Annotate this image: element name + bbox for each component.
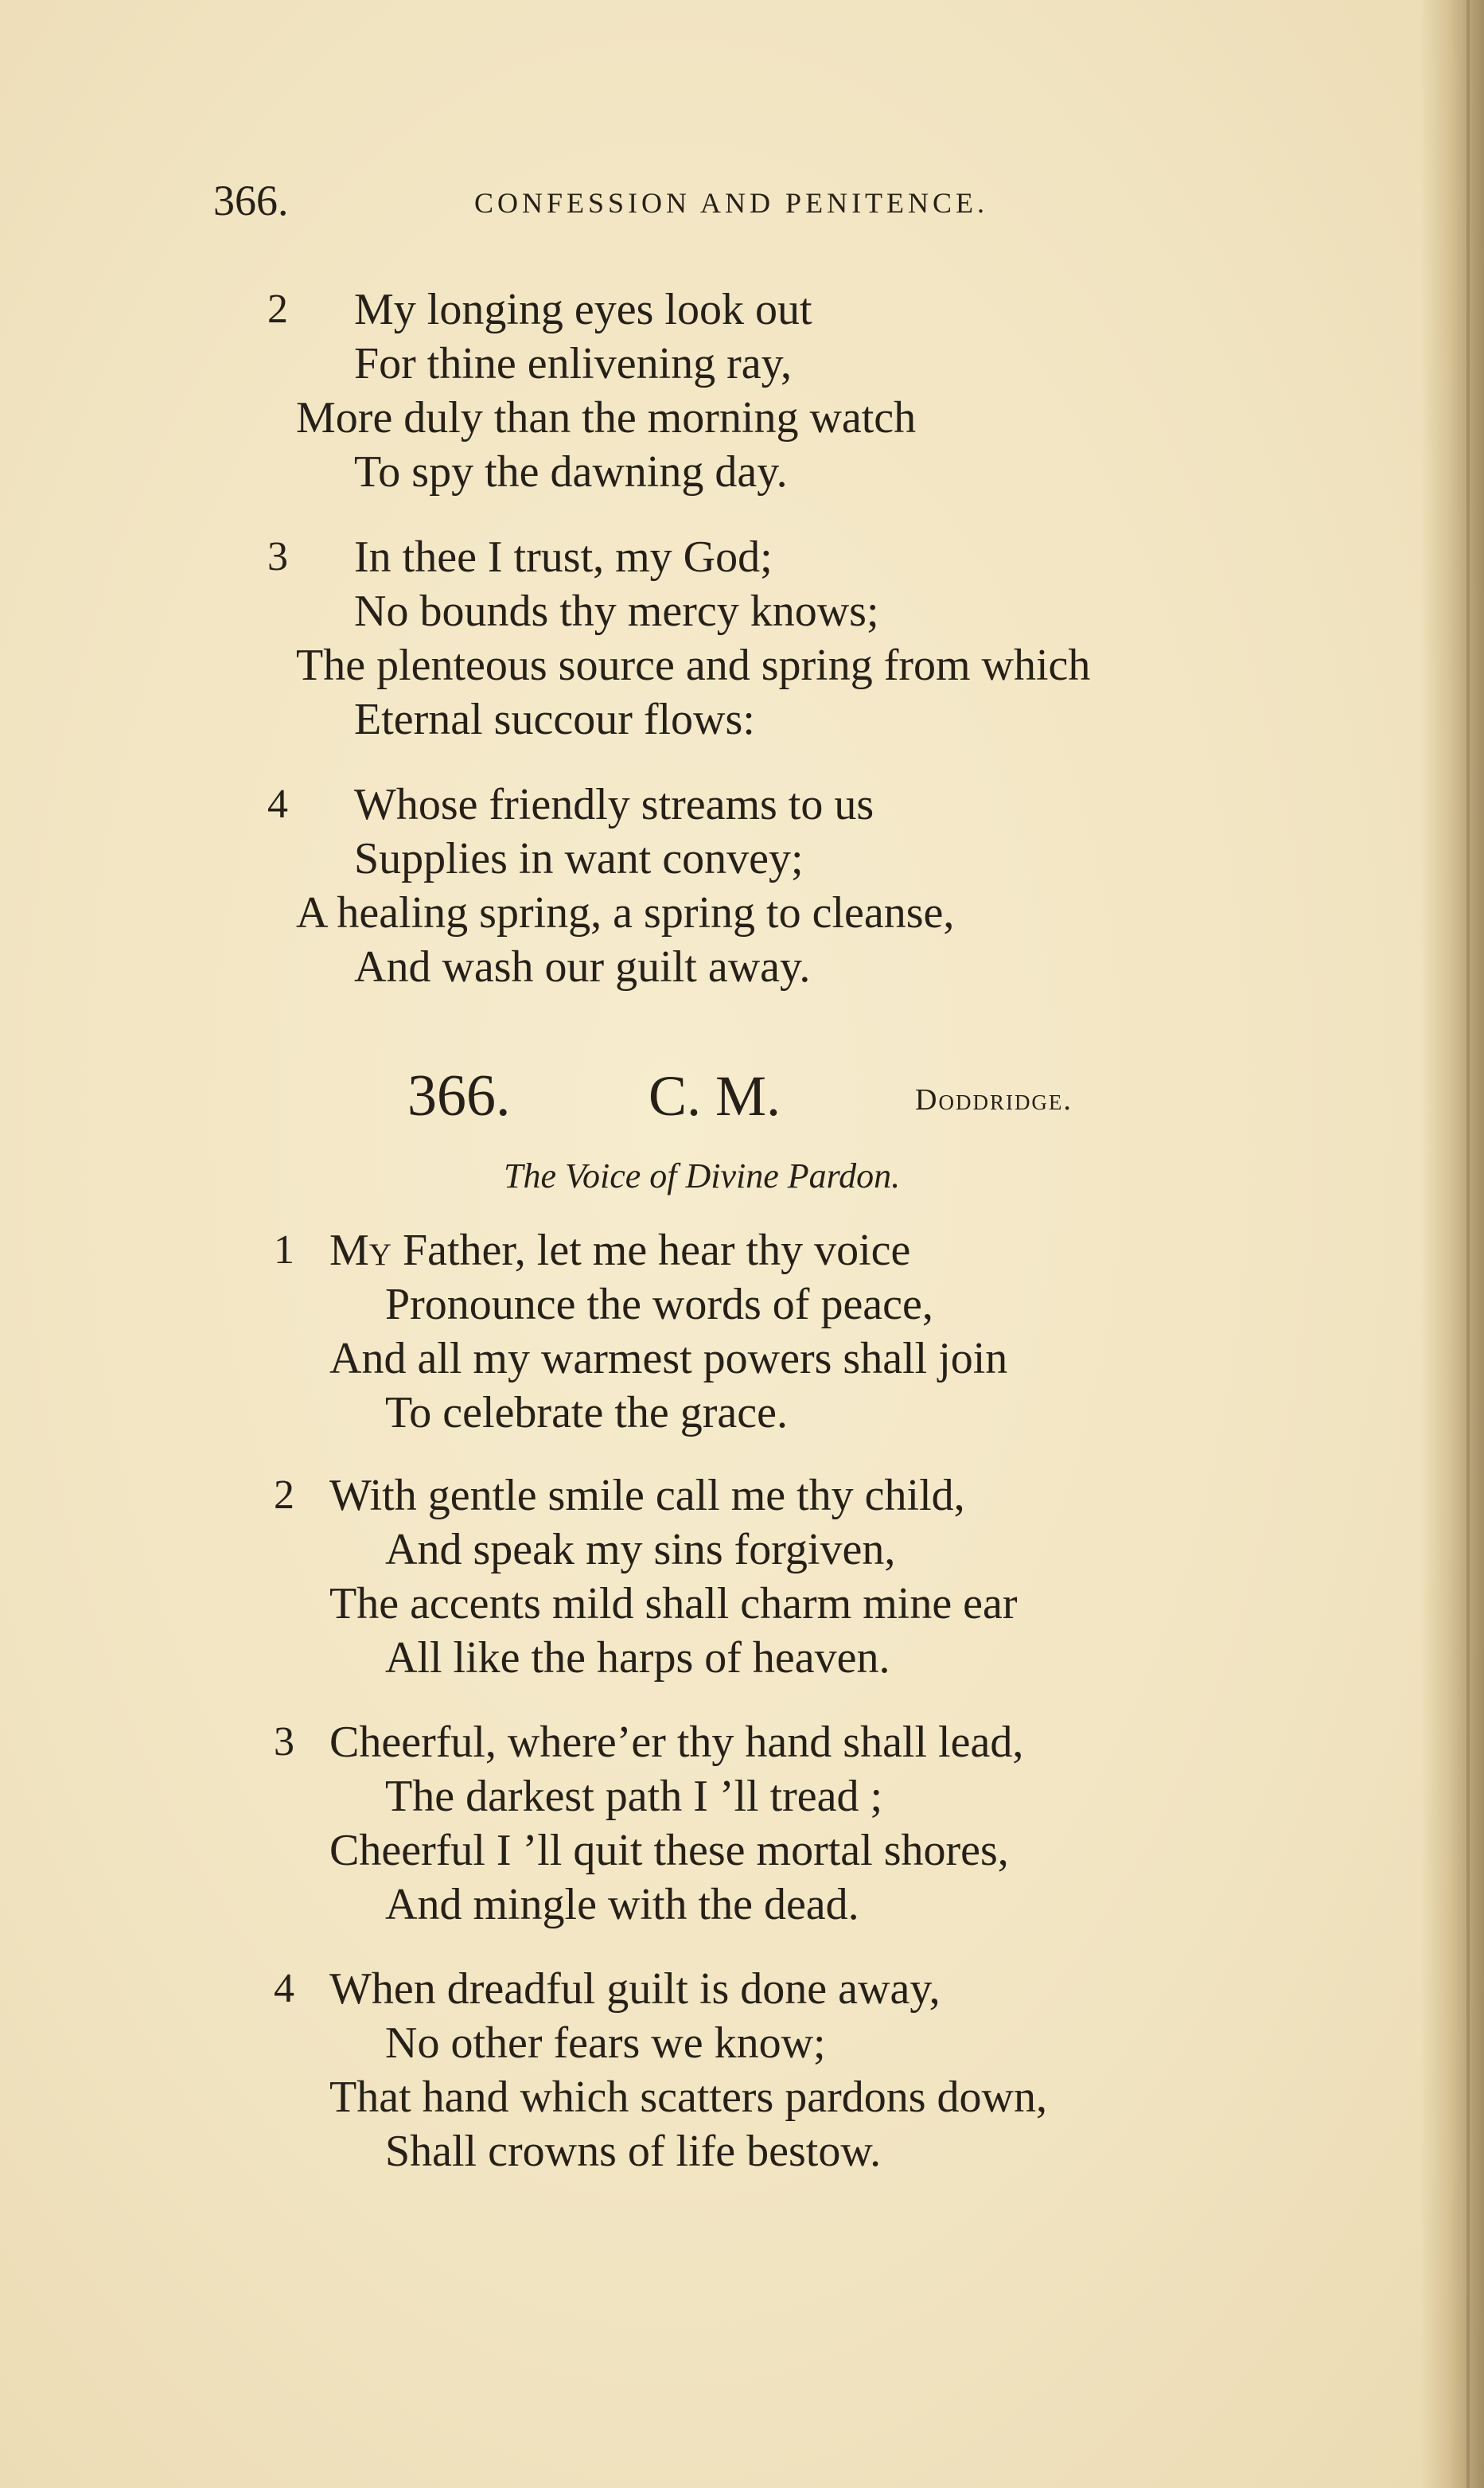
stanza-number: 1	[274, 1227, 294, 1273]
verse-line: That hand which scatters pardons down,	[329, 2073, 1047, 2122]
stanza-number: 2	[267, 287, 288, 332]
running-title: CONFESSION AND PENITENCE.	[474, 187, 989, 219]
stanza-number: 4	[267, 782, 288, 827]
verse-line: Supplies in want convey;	[354, 834, 804, 883]
verse-line: When dreadful guilt is done away,	[329, 1964, 941, 2014]
hymn-author: Doddridge.	[915, 1083, 1073, 1117]
verse-line: And all my warmest powers shall join	[329, 1334, 1008, 1383]
hymn-meter: C. M.	[649, 1064, 781, 1128]
verse-line: And mingle with the dead.	[385, 1880, 859, 1929]
verse-line: Pronounce the words of peace,	[385, 1280, 933, 1329]
drop-initial: M	[329, 1226, 369, 1275]
verse-line: In thee I trust, my God;	[354, 532, 773, 582]
verse-line: All like the harps of heaven.	[385, 1633, 890, 1683]
verse-line: The accents mild shall charm mine ear	[329, 1579, 1018, 1628]
stanza-number: 4	[274, 1966, 294, 2011]
page-gutter-shadow	[1420, 0, 1484, 2488]
stanza-number: 2	[274, 1472, 294, 1518]
verse-line: The darkest path I ’ll tread ;	[385, 1772, 883, 1821]
page-edge	[1466, 0, 1470, 2488]
verse-line: With gentle smile call me thy child,	[329, 1471, 965, 1520]
verse-line: And wash our guilt away.	[354, 942, 811, 992]
verse-line: Cheerful, where’er thy hand shall lead,	[329, 1718, 1024, 1767]
verse-line: For thine enlivening ray,	[354, 339, 793, 388]
page-header	[0, 177, 1484, 232]
page-number: 366.	[213, 177, 289, 224]
verse-line: To celebrate the grace.	[385, 1388, 788, 1437]
verse-line: My longing eyes look out	[354, 285, 812, 334]
verse-line: To spy the dawning day.	[354, 447, 788, 497]
verse-line: Whose friendly streams to us	[354, 780, 874, 829]
verse-line-first	[329, 1224, 910, 1277]
hymn-subtitle: The Voice of Divine Pardon.	[504, 1156, 901, 1195]
verse-line: Shall crowns of life bestow.	[385, 2127, 882, 2176]
verse-line: The plenteous source and spring from which	[296, 641, 1091, 690]
hymn-heading	[0, 1062, 1484, 1133]
initial-word-rest: y	[368, 1226, 391, 1275]
verse-line: Eternal succour flows:	[354, 695, 755, 744]
verse-line: Cheerful I ’ll quit these mortal shores,	[329, 1826, 1009, 1875]
verse-line: No other fears we know;	[385, 2018, 826, 2068]
stanza-number: 3	[267, 534, 288, 579]
verse-line: No bounds thy mercy knows;	[354, 587, 879, 636]
hymn-number: 366.	[407, 1063, 511, 1129]
verse-line: A healing spring, a spring to cleanse,	[296, 888, 955, 938]
first-line-rest: Father, let me hear thy voice	[391, 1226, 911, 1275]
stanza-number: 3	[274, 1719, 294, 1765]
verse-line: More duly than the morning watch	[296, 393, 917, 443]
verse-line: And speak my sins forgiven,	[385, 1525, 896, 1574]
